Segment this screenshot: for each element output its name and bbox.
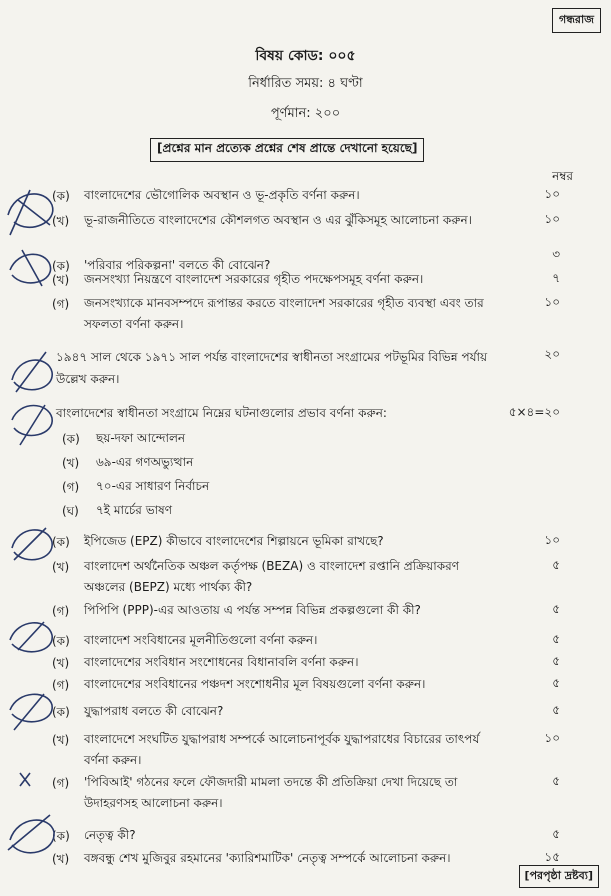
- item-marks: ৫: [552, 703, 560, 717]
- item-label: (খ): [52, 733, 70, 747]
- item-marks: ৫: [552, 558, 560, 572]
- item-marks: ৩: [552, 247, 560, 261]
- item-marks: ৭: [552, 271, 560, 285]
- item-label: (খ): [52, 560, 70, 574]
- item-marks: ১০: [544, 212, 560, 226]
- item-text: ১৯৪৭ সাল থেকে ১৯৭১ সাল পর্যন্ত বাংলাদেশের স্বাধীনতা সংগ্রামের পটভূমির বিভিন্ন পর্যায়: [56, 350, 488, 364]
- item-label: (ক): [52, 535, 70, 549]
- item-text-cont: উদাহরণসহ আলোচনা করুন।: [84, 796, 223, 810]
- next-page-note: [পরপৃষ্ঠা দ্রষ্টব্য]: [519, 865, 599, 888]
- item-text: বাংলাদেশের সংবিধানের পঞ্চদশ সংশোধনীর মূল বিষয়গুলো বর্ণনা করুন।: [84, 677, 426, 691]
- item-label: (গ): [52, 678, 70, 692]
- item-marks: ৫×৪=২০: [508, 405, 560, 419]
- item-marks: ২০: [544, 347, 560, 361]
- item-text: ভূ-রাজনীতিতে বাংলাদেশের কৌশলগত অবস্থান ও এর ঝুঁকিসমূহ আলোচনা করুন।: [84, 213, 472, 227]
- item-label: (গ): [52, 604, 70, 618]
- item-marks: ৫: [552, 632, 560, 646]
- item-label: (ক): [52, 705, 70, 719]
- item-text-cont: বর্ণনা করুন।: [84, 753, 142, 767]
- item-label: (ক): [52, 829, 70, 843]
- item-label: (গ): [62, 480, 80, 494]
- item-marks: ১০: [544, 731, 560, 745]
- item-label: (ক): [62, 432, 80, 446]
- item-text: ছয়-দফা আন্দোলন: [96, 431, 186, 445]
- item-text: বাংলাদেশে সংঘটিত যুদ্ধাপরাধ সম্পর্কে আলোচনাপূর্বক যুদ্ধাপরাধের বিচারের তাৎপর্য: [84, 732, 480, 746]
- marks-note: [প্রশ্নের মান প্রত্যেক প্রশ্নের শেষ প্রান্তে দেখানো হয়েছে]: [150, 138, 424, 162]
- item-text: বঙ্গবন্ধু শেখ মুজিবুর রহমানের 'ক্যারিশমাটিক' নেতৃত্ব সম্পর্কে আলোচনা করুন।: [84, 851, 451, 865]
- item-text: ৭০-এর সাধারণ নির্বাচন: [96, 479, 210, 493]
- item-marks: ১০: [544, 295, 560, 309]
- item-text: জনসংখ্যাকে মানবসম্পদে রূপান্তর করতে বাংলাদেশ সরকারের গৃহীত ব্যবস্থা এবং তার: [84, 296, 484, 310]
- item-label: (খ): [52, 214, 70, 228]
- item-label: (খ): [62, 456, 80, 470]
- item-label: (খ): [52, 852, 70, 866]
- item-label: (খ): [52, 273, 70, 287]
- subject-code: বিষয় কোড: ০০৫: [255, 48, 356, 64]
- item-text: যুদ্ধাপরাধ বলতে কী বোঝেন?: [84, 704, 224, 718]
- item-text: বাংলাদেশের স্বাধীনতা সংগ্রামে নিম্নের ঘটনাগুলোর প্রভাব বর্ণনা করুন:: [56, 406, 387, 420]
- item-marks: ৫: [552, 774, 560, 788]
- item-text: জনসংখ্যা নিয়ন্ত্রণে বাংলাদেশ সরকারের গৃহীত পদক্ষেপসমূহ বর্ণনা করুন।: [84, 272, 424, 286]
- item-text: পিপিপি (PPP)-এর আওতায় এ পর্যন্ত সম্পন্ন বিভিন্ন প্রকল্পগুলো কী কী?: [84, 603, 421, 617]
- item-text-cont: অঞ্চলের (BEPZ) মধ্যে পার্থক্য কী?: [84, 580, 253, 594]
- item-marks: ৫: [552, 676, 560, 690]
- item-text: বাংলাদেশের সংবিধান সংশোধনের বিধানাবলি বর্ণনা করুন।: [84, 655, 359, 669]
- item-label: (ক): [52, 189, 70, 203]
- item-marks: ৫: [552, 654, 560, 668]
- marks-column-header: নম্বর: [552, 169, 573, 183]
- item-marks: ১০: [544, 187, 560, 201]
- item-text: বাংলাদেশ সংবিধানের মূলনীতিগুলো বর্ণনা করুন।: [84, 633, 318, 647]
- item-text-cont: সফলতা বর্ণনা করুন।: [84, 317, 184, 331]
- item-label: (গ): [52, 776, 70, 790]
- item-text: ৬৯-এর গণঅভ্যুত্থান: [96, 455, 194, 469]
- item-label: (গ): [52, 297, 70, 311]
- item-marks: ৫: [552, 827, 560, 841]
- item-text: বাংলাদেশ অর্থনৈতিক অঞ্চল কর্তৃপক্ষ (BEZA) ও বাংলাদেশ রপ্তানি প্রক্রিয়াকরণ: [84, 559, 459, 573]
- item-text: ইপিজেড (EPZ) কীভাবে বাংলাদেশের শিল্পায়নে ভূমিকা রাখছে?: [84, 534, 384, 548]
- item-label: (খ): [52, 656, 70, 670]
- item-text: 'পিবিআই' গঠনের ফলে ফৌজদারী মামলা তদন্তে কী প্রতিক্রিয়া দেখা দিয়েছে তা: [84, 775, 458, 789]
- brand-stamp: গন্ধরাজ: [552, 8, 601, 33]
- item-text: বাংলাদেশের ভৌগোলিক অবস্থান ও ভূ-প্রকৃতি বর্ণনা করুন।: [84, 188, 360, 202]
- item-label: (ক): [52, 634, 70, 648]
- item-text: নেতৃত্ব কী?: [84, 828, 136, 842]
- item-text-cont: উল্লেখ করুন।: [56, 372, 120, 386]
- item-marks: ৫: [552, 602, 560, 616]
- item-text: 'পরিবার পরিকল্পনা' বলতে কী বোঝেন?: [84, 258, 271, 272]
- item-label: (ঘ): [62, 504, 79, 518]
- full-marks: পূর্ণমান: ২০০: [270, 106, 341, 121]
- item-text: ৭ই মার্চের ভাষণ: [96, 503, 173, 517]
- time-allotted: নির্ধারিত সময়: ৪ ঘণ্টা: [248, 76, 363, 91]
- item-marks: ১৫: [544, 850, 560, 864]
- item-label: (ক): [52, 259, 70, 273]
- item-marks: ১০: [544, 533, 560, 547]
